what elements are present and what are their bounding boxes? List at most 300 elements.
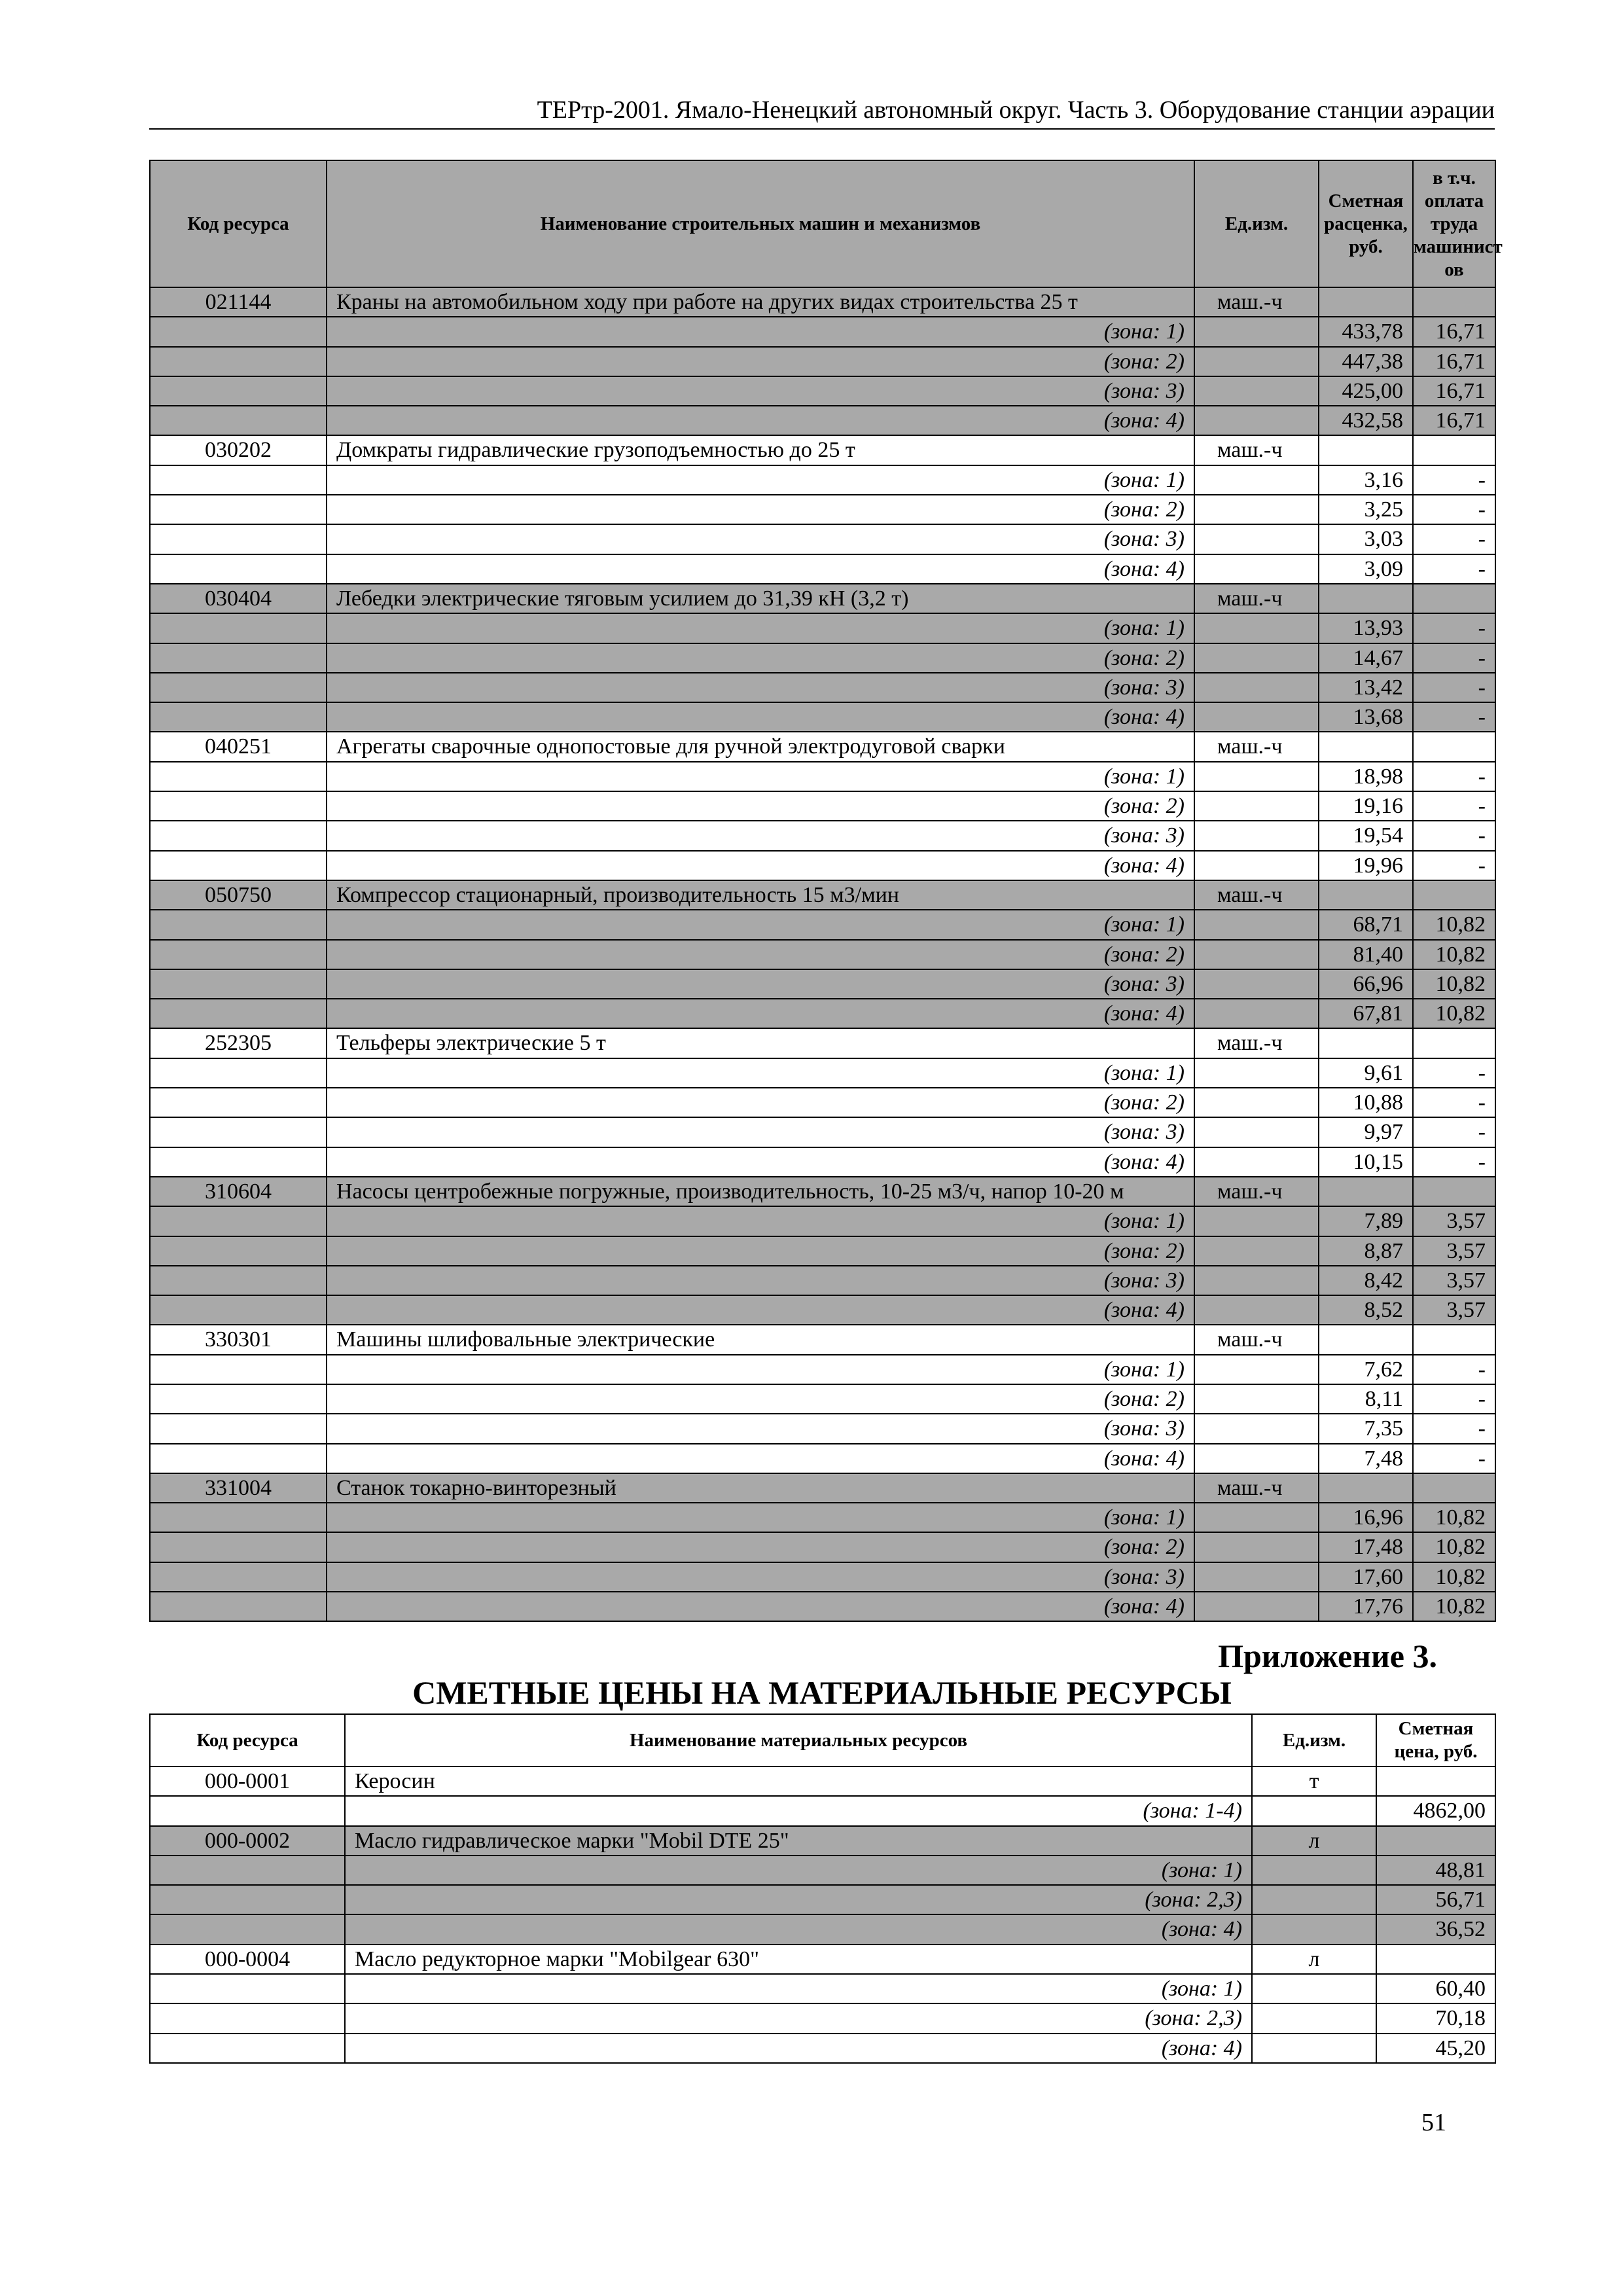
empty-cell	[150, 1355, 327, 1384]
empty-cell	[150, 2034, 345, 2063]
empty-cell	[1194, 969, 1319, 999]
zone-price: 433,78	[1319, 317, 1413, 346]
empty-cell	[150, 702, 327, 732]
empty-cell	[1194, 643, 1319, 673]
empty-cell	[1252, 2034, 1376, 2063]
zone-label: (зона: 3)	[1103, 527, 1185, 552]
zone-label: (зона: 1)	[1103, 1060, 1185, 1085]
resource-name: Масло гидравлическое марки "Mobil DTE 25"	[345, 1826, 1252, 1856]
zone-row	[150, 1914, 1495, 1944]
zone-cell	[327, 1117, 1194, 1147]
empty-cell	[150, 1532, 327, 1562]
zone-price: 68,71	[1319, 910, 1413, 939]
zone-label: (зона: 4)	[1103, 408, 1185, 433]
price-cell	[1319, 732, 1413, 761]
zone-row	[150, 376, 1495, 406]
zone-wage: -	[1413, 643, 1495, 673]
zone-cell	[327, 495, 1194, 524]
empty-cell	[1194, 406, 1319, 435]
empty-cell	[1252, 2003, 1376, 2033]
zone-label: (зона: 4)	[1103, 1001, 1185, 1026]
empty-cell	[150, 1266, 327, 1295]
zone-wage: 3,57	[1413, 1236, 1495, 1266]
zone-price: 60,40	[1376, 1974, 1495, 2003]
empty-cell	[150, 554, 327, 584]
zone-wage: -	[1413, 821, 1495, 850]
resource-group	[150, 287, 1495, 435]
zone-price: 19,54	[1319, 821, 1413, 850]
zone-cell	[327, 999, 1194, 1028]
zone-label: (зона: 3)	[1103, 823, 1185, 848]
zone-wage: 16,71	[1413, 317, 1495, 346]
zone-cell	[327, 1592, 1194, 1621]
empty-cell	[150, 1147, 327, 1177]
zone-row	[150, 1266, 1495, 1295]
resource-code: 310604	[150, 1177, 327, 1206]
price-cell	[1319, 880, 1413, 910]
empty-cell	[1194, 940, 1319, 969]
empty-cell	[150, 1236, 327, 1266]
zone-price: 66,96	[1319, 969, 1413, 999]
resource-unit: маш.-ч	[1194, 1473, 1319, 1503]
empty-cell	[1194, 495, 1319, 524]
zone-label: (зона: 2,3)	[1145, 1888, 1242, 1912]
zone-wage: -	[1413, 762, 1495, 791]
empty-cell	[1252, 1856, 1376, 1885]
empty-cell	[1194, 317, 1319, 346]
empty-cell	[150, 1414, 327, 1443]
table-row	[150, 1826, 1495, 1856]
zone-price: 14,67	[1319, 643, 1413, 673]
table-row	[150, 732, 1495, 761]
zone-cell	[327, 940, 1194, 969]
price-cell	[1319, 1473, 1413, 1503]
zone-row	[150, 465, 1495, 495]
resource-name: Краны на автомобильном ходу при работе на других видах строительства 25 т	[327, 287, 1194, 317]
empty-cell	[150, 1974, 345, 2003]
resource-group	[150, 1826, 1495, 1945]
resource-unit: маш.-ч	[1194, 1028, 1319, 1058]
empty-cell	[1194, 1147, 1319, 1177]
zone-cell	[327, 1562, 1194, 1592]
zone-price: 7,48	[1319, 1444, 1413, 1473]
empty-cell	[150, 524, 327, 554]
empty-cell	[1194, 1503, 1319, 1532]
price-cell	[1319, 435, 1413, 465]
zone-row	[150, 406, 1495, 435]
zone-label: (зона: 2)	[1103, 1090, 1185, 1115]
zone-price: 45,20	[1376, 2034, 1495, 2063]
empty-cell	[150, 1856, 345, 1885]
zone-price: 8,42	[1319, 1266, 1413, 1295]
resource-code: 000-0001	[150, 1767, 345, 1796]
zone-label: (зона: 3)	[1103, 971, 1185, 996]
resource-unit: маш.-ч	[1194, 287, 1319, 317]
zone-row	[150, 643, 1495, 673]
page-number: 51	[1421, 2109, 1446, 2136]
zone-cell	[345, 1885, 1252, 1914]
resource-unit: маш.-ч	[1194, 584, 1319, 613]
zone-wage: -	[1413, 702, 1495, 732]
zone-wage: -	[1413, 495, 1495, 524]
empty-cell	[1194, 1117, 1319, 1147]
zone-label: (зона: 4)	[1103, 853, 1185, 878]
zone-cell	[327, 791, 1194, 821]
resource-code: 030404	[150, 584, 327, 613]
zone-cell	[327, 406, 1194, 435]
empty-cell	[1252, 1885, 1376, 1914]
empty-cell	[150, 406, 327, 435]
zone-cell	[345, 1796, 1252, 1825]
empty-cell	[150, 1562, 327, 1592]
zone-row	[150, 673, 1495, 702]
empty-cell	[1194, 613, 1319, 643]
table-row	[150, 287, 1495, 317]
zone-label: (зона: 1)	[1103, 319, 1185, 344]
zone-row	[150, 762, 1495, 791]
zone-wage: 10,82	[1413, 940, 1495, 969]
empty-cell	[1252, 1974, 1376, 2003]
zone-wage: 10,82	[1413, 1562, 1495, 1592]
zone-row	[150, 1295, 1495, 1325]
zone-cell	[345, 1974, 1252, 2003]
zone-price: 18,98	[1319, 762, 1413, 791]
wage-cell	[1413, 584, 1495, 613]
empty-cell	[150, 673, 327, 702]
zone-price: 16,96	[1319, 1503, 1413, 1532]
empty-cell	[150, 643, 327, 673]
zone-row	[150, 821, 1495, 850]
zone-label: (зона: 4)	[1103, 1594, 1185, 1619]
wage-cell	[1413, 1473, 1495, 1503]
wage-cell	[1413, 1325, 1495, 1354]
zone-cell	[327, 673, 1194, 702]
zone-cell	[327, 1444, 1194, 1473]
zone-label: (зона: 1)	[1103, 1209, 1185, 1234]
machines-table	[149, 160, 1503, 1622]
price-cell	[1376, 1945, 1495, 1974]
zone-row	[150, 554, 1495, 584]
zone-row	[150, 1206, 1495, 1236]
empty-cell	[1194, 1058, 1319, 1088]
col-header-code: Код ресурса	[150, 1714, 345, 1767]
col-header-wage: в т.ч. оплата труда машинист ов	[1413, 160, 1495, 287]
resource-code: 021144	[150, 287, 327, 317]
machines-table-header	[150, 160, 1495, 287]
zone-price: 17,60	[1319, 1562, 1413, 1592]
empty-cell	[150, 1592, 327, 1621]
zone-label: (зона: 2)	[1103, 645, 1185, 670]
zone-label: (зона: 2)	[1103, 1386, 1185, 1411]
price-cell	[1319, 1177, 1413, 1206]
resource-code: 000-0002	[150, 1826, 345, 1856]
zone-row	[150, 2003, 1495, 2033]
zone-price: 17,76	[1319, 1592, 1413, 1621]
zone-label: (зона: 1)	[1103, 1505, 1185, 1530]
empty-cell	[150, 940, 327, 969]
zone-price: 13,68	[1319, 702, 1413, 732]
empty-cell	[150, 1206, 327, 1236]
col-header-price: Сметная расценка, руб.	[1319, 160, 1413, 287]
resource-code: 330301	[150, 1325, 327, 1354]
zone-row	[150, 1503, 1495, 1532]
empty-cell	[150, 1117, 327, 1147]
zone-price: 17,48	[1319, 1532, 1413, 1562]
empty-cell	[1194, 1088, 1319, 1117]
empty-cell	[150, 791, 327, 821]
resource-unit: маш.-ч	[1194, 1177, 1319, 1206]
zone-price: 432,58	[1319, 406, 1413, 435]
zone-cell	[345, 1856, 1252, 1885]
zone-cell	[345, 1914, 1252, 1944]
empty-cell	[1194, 1355, 1319, 1384]
zone-label: (зона: 4)	[1103, 1298, 1185, 1323]
table-row	[150, 584, 1495, 613]
empty-cell	[1194, 1562, 1319, 1592]
resource-name: Агрегаты сварочные однопостовые для ручной электродуговой сварки	[327, 732, 1194, 761]
zone-cell	[327, 762, 1194, 791]
zone-cell	[327, 1295, 1194, 1325]
zone-label: (зона: 3)	[1103, 1268, 1185, 1293]
zone-price: 425,00	[1319, 376, 1413, 406]
zone-row	[150, 1532, 1495, 1562]
zone-label: (зона: 1-4)	[1143, 1799, 1242, 1823]
resource-group	[150, 880, 1495, 1028]
zone-wage: 10,82	[1413, 969, 1495, 999]
empty-cell	[150, 495, 327, 524]
zone-price: 9,97	[1319, 1117, 1413, 1147]
zone-label: (зона: 3)	[1103, 1120, 1185, 1145]
zone-label: (зона: 2)	[1103, 942, 1185, 967]
zone-price: 4862,00	[1376, 1796, 1495, 1825]
empty-cell	[1194, 376, 1319, 406]
resource-code: 040251	[150, 732, 327, 761]
zone-wage: -	[1413, 1147, 1495, 1177]
zone-price: 9,61	[1319, 1058, 1413, 1088]
zone-label: (зона: 4)	[1103, 1149, 1185, 1174]
table-row	[150, 435, 1495, 465]
table-row	[150, 1325, 1495, 1354]
empty-cell	[150, 317, 327, 346]
empty-cell	[1194, 1532, 1319, 1562]
zone-price: 67,81	[1319, 999, 1413, 1028]
zone-wage: 3,57	[1413, 1206, 1495, 1236]
col-header-price: Сметная цена, руб.	[1376, 1714, 1495, 1767]
zone-cell	[327, 1355, 1194, 1384]
zone-cell	[345, 2003, 1252, 2033]
empty-cell	[1194, 1266, 1319, 1295]
resource-unit: л	[1252, 1826, 1376, 1856]
zone-cell	[345, 2034, 1252, 2063]
zone-wage: 16,71	[1413, 347, 1495, 376]
zone-row	[150, 999, 1495, 1028]
zone-price: 8,11	[1319, 1384, 1413, 1414]
resource-code: 050750	[150, 880, 327, 910]
zone-label: (зона: 3)	[1103, 1416, 1185, 1441]
appendix-subtitle: СМЕТНЫЕ ЦЕНЫ НА МАТЕРИАЛЬНЫЕ РЕСУРСЫ	[412, 1674, 1232, 1711]
zone-price: 48,81	[1376, 1856, 1495, 1885]
wage-cell	[1413, 1028, 1495, 1058]
empty-cell	[150, 1295, 327, 1325]
empty-cell	[1194, 673, 1319, 702]
zone-cell	[327, 1414, 1194, 1443]
resource-group	[150, 1177, 1495, 1325]
zone-price: 36,52	[1376, 1914, 1495, 1944]
zone-cell	[327, 554, 1194, 584]
resource-group	[150, 435, 1495, 583]
col-header-name: Наименование материальных ресурсов	[345, 1714, 1252, 1767]
empty-cell	[1194, 1592, 1319, 1621]
zone-wage: 10,82	[1413, 1532, 1495, 1562]
zone-label: (зона: 4)	[1103, 705, 1185, 730]
zone-wage: 10,82	[1413, 999, 1495, 1028]
appendix-title: Приложение 3.	[1218, 1638, 1437, 1674]
zone-price: 8,87	[1319, 1236, 1413, 1266]
zone-row	[150, 613, 1495, 643]
resource-group	[150, 1767, 1495, 1826]
zone-label: (зона: 2,3)	[1145, 2006, 1242, 2031]
empty-cell	[150, 465, 327, 495]
zone-cell	[327, 1266, 1194, 1295]
zone-row	[150, 940, 1495, 969]
empty-cell	[1194, 1236, 1319, 1266]
empty-cell	[1194, 762, 1319, 791]
materials-table	[149, 1713, 1496, 2064]
zone-price: 81,40	[1319, 940, 1413, 969]
zone-cell	[327, 1384, 1194, 1414]
zone-cell	[327, 1058, 1194, 1088]
empty-cell	[150, 1796, 345, 1825]
empty-cell	[150, 762, 327, 791]
empty-cell	[1194, 1414, 1319, 1443]
zone-row	[150, 495, 1495, 524]
resource-name: Домкраты гидравлические грузоподъемностью до 25 т	[327, 435, 1194, 465]
empty-cell	[1194, 702, 1319, 732]
resource-name: Тельферы электрические 5 т	[327, 1028, 1194, 1058]
resource-name: Станок токарно-винторезный	[327, 1473, 1194, 1503]
resource-unit: маш.-ч	[1194, 1325, 1319, 1354]
zone-row	[150, 1974, 1495, 2003]
zone-row	[150, 1414, 1495, 1443]
zone-cell	[327, 376, 1194, 406]
zone-label: (зона: 4)	[1103, 1446, 1185, 1471]
empty-cell	[150, 821, 327, 850]
zone-wage: 10,82	[1413, 1503, 1495, 1532]
zone-row	[150, 317, 1495, 346]
resource-code: 331004	[150, 1473, 327, 1503]
empty-cell	[150, 851, 327, 880]
zone-cell	[327, 1147, 1194, 1177]
resource-name: Масло редукторное марки "Mobilgear 630"	[345, 1945, 1252, 1974]
zone-wage: -	[1413, 524, 1495, 554]
zone-row	[150, 1236, 1495, 1266]
zone-row	[150, 1562, 1495, 1592]
zone-price: 56,71	[1376, 1885, 1495, 1914]
zone-cell	[327, 1532, 1194, 1562]
zone-label: (зона: 1)	[1103, 1357, 1185, 1382]
empty-cell	[1194, 851, 1319, 880]
table-row	[150, 1945, 1495, 1974]
zone-label: (зона: 3)	[1103, 378, 1185, 403]
zone-cell	[327, 465, 1194, 495]
zone-row	[150, 2034, 1495, 2063]
empty-cell	[1194, 1206, 1319, 1236]
zone-row	[150, 1796, 1495, 1825]
table-row	[150, 1177, 1495, 1206]
zone-price: 10,88	[1319, 1088, 1413, 1117]
zone-cell	[327, 347, 1194, 376]
zone-wage: -	[1413, 791, 1495, 821]
empty-cell	[150, 1503, 327, 1532]
empty-cell	[1194, 465, 1319, 495]
wage-cell	[1413, 732, 1495, 761]
zone-cell	[327, 317, 1194, 346]
zone-wage: -	[1413, 554, 1495, 584]
zone-price: 19,16	[1319, 791, 1413, 821]
price-cell	[1319, 1028, 1413, 1058]
zone-label: (зона: 1)	[1161, 1857, 1242, 1882]
zone-wage: -	[1413, 851, 1495, 880]
empty-cell	[150, 1914, 345, 1944]
empty-cell	[1194, 1444, 1319, 1473]
wage-cell	[1413, 435, 1495, 465]
zone-row	[150, 1384, 1495, 1414]
table-row	[150, 1028, 1495, 1058]
zone-row	[150, 969, 1495, 999]
zone-cell	[327, 910, 1194, 939]
zone-label: (зона: 1)	[1161, 1977, 1242, 2001]
empty-cell	[1194, 910, 1319, 939]
zone-row	[150, 910, 1495, 939]
zone-label: (зона: 2)	[1103, 794, 1185, 819]
zone-wage: -	[1413, 1088, 1495, 1117]
zone-label: (зона: 2)	[1103, 1238, 1185, 1263]
resource-name: Лебедки электрические тяговым усилием до 31,39 кН (3,2 т)	[327, 584, 1194, 613]
zone-wage: -	[1413, 673, 1495, 702]
table-row	[150, 1767, 1495, 1796]
zone-row	[150, 1355, 1495, 1384]
empty-cell	[1194, 1295, 1319, 1325]
resource-group	[150, 1325, 1495, 1473]
zone-label: (зона: 1)	[1103, 764, 1185, 789]
zone-label: (зона: 1)	[1103, 912, 1185, 937]
col-header-code: Код ресурса	[150, 160, 327, 287]
materials-table-header	[150, 1714, 1495, 1767]
price-cell	[1319, 287, 1413, 317]
zone-row	[150, 347, 1495, 376]
zone-cell	[327, 1206, 1194, 1236]
running-header: ТЕРтр-2001. Ямало-Ненецкий автономный округ. Часть 3. Оборудование станции аэрации	[149, 92, 1495, 130]
zone-row	[150, 1856, 1495, 1885]
resource-name: Насосы центробежные погружные, производительность, 10-25 м3/ч, напор 10-20 м	[327, 1177, 1194, 1206]
zone-cell	[327, 702, 1194, 732]
price-cell	[1376, 1826, 1495, 1856]
resource-code: 252305	[150, 1028, 327, 1058]
col-header-unit: Ед.изм.	[1194, 160, 1319, 287]
zone-row	[150, 702, 1495, 732]
resource-code: 000-0004	[150, 1945, 345, 1974]
zone-label: (зона: 4)	[1103, 556, 1185, 581]
zone-cell	[327, 524, 1194, 554]
zone-price: 3,03	[1319, 524, 1413, 554]
zone-row	[150, 1147, 1495, 1177]
zone-price: 19,96	[1319, 851, 1413, 880]
empty-cell	[1252, 1914, 1376, 1944]
zone-label: (зона: 3)	[1103, 675, 1185, 700]
zone-price: 7,35	[1319, 1414, 1413, 1443]
zone-cell	[327, 1088, 1194, 1117]
resource-group	[150, 1473, 1495, 1621]
